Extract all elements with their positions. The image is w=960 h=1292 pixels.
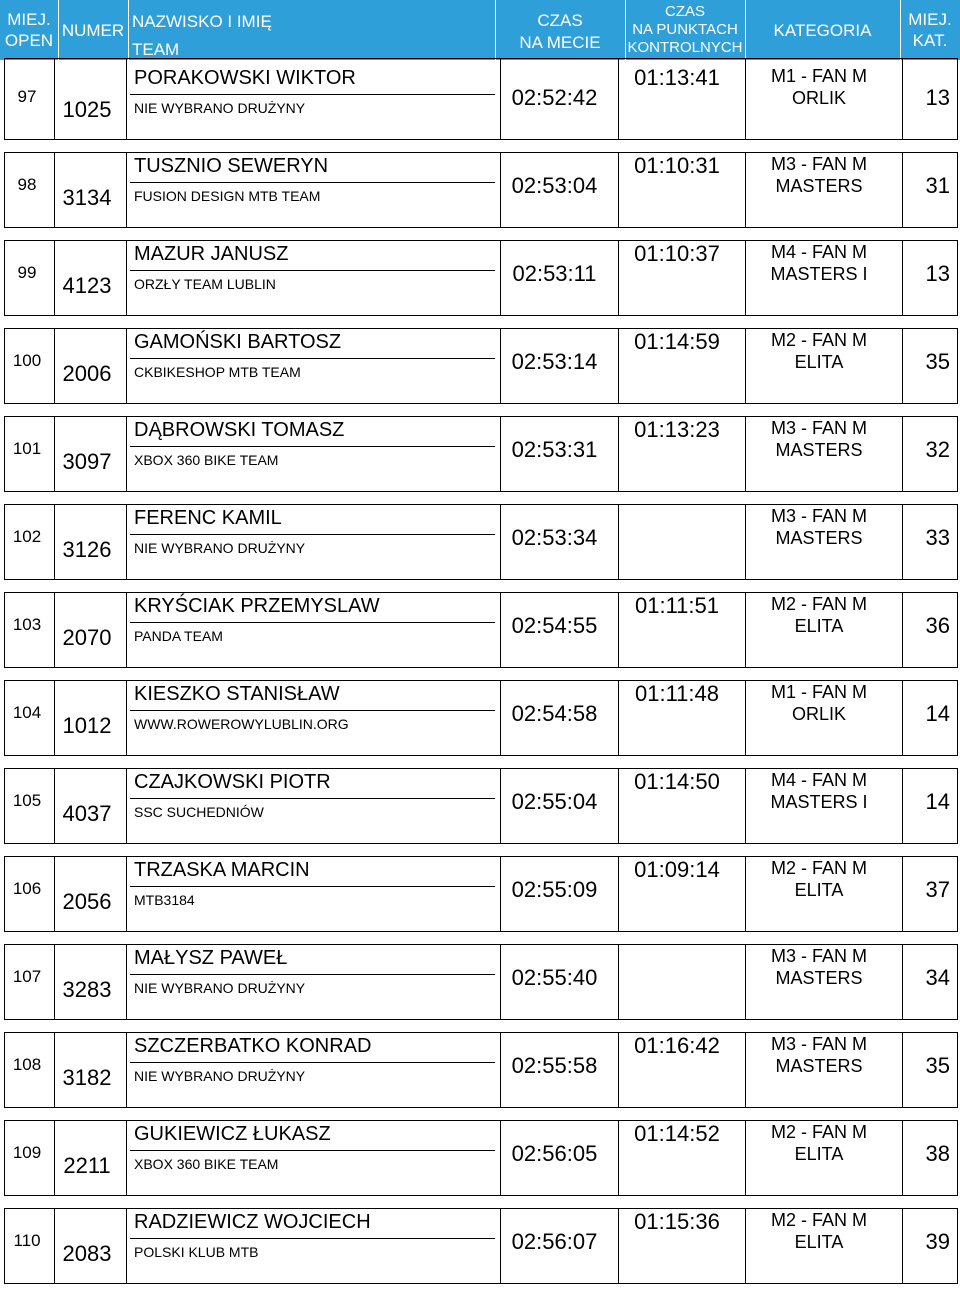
finish-time: 02:53:04 [511, 173, 598, 198]
rider-name: DĄBROWSKI TOMASZ [134, 419, 345, 441]
bib-number: 3134 [62, 185, 112, 210]
cell-divider [126, 59, 127, 139]
table-row [0, 1204, 960, 1292]
category-code: M4 - FAN M [770, 770, 867, 790]
open-place: 109 [12, 1143, 42, 1162]
table-row [0, 588, 960, 676]
category-name: ELITA [794, 1232, 844, 1252]
checkpoint-time: 01:09:14 [634, 857, 720, 882]
table-row [0, 236, 960, 324]
category-code: M3 - FAN M [770, 506, 867, 526]
cell-divider [126, 857, 127, 931]
name-underline [130, 1238, 495, 1239]
checkpoint-time: 01:11:51 [634, 593, 719, 618]
category-place: 34 [925, 965, 950, 990]
table-row [0, 60, 960, 148]
open-place: 105 [12, 791, 42, 810]
cell-divider [126, 241, 127, 315]
category-place: 37 [925, 877, 950, 902]
open-place: 98 [17, 175, 37, 194]
table-row [0, 764, 960, 852]
header-category-place: MIEJ. KAT. [908, 10, 952, 50]
category-code: M3 - FAN M [770, 154, 867, 174]
category-place: 32 [925, 437, 950, 462]
open-place: 104 [12, 703, 42, 722]
name-underline [130, 182, 495, 183]
table-row [0, 1028, 960, 1116]
name-underline [130, 534, 495, 535]
open-place: 97 [17, 87, 37, 106]
name-underline [130, 710, 495, 711]
category-code: M2 - FAN M [770, 858, 867, 878]
category-name: ORLIK [791, 88, 847, 108]
cell-divider [126, 769, 127, 843]
team-name: XBOX 360 BIKE TEAM [134, 1156, 279, 1172]
finish-time: 02:52:42 [511, 85, 598, 110]
finish-time: 02:55:40 [511, 965, 598, 990]
category-name: ORLIK [791, 704, 847, 724]
bib-number: 2056 [62, 889, 112, 914]
finish-time: 02:54:58 [511, 701, 598, 726]
open-place: 108 [12, 1055, 42, 1074]
category-code: M3 - FAN M [770, 1034, 867, 1054]
open-place: 106 [12, 879, 42, 898]
bib-number: 2070 [62, 625, 112, 650]
rider-name: CZAJKOWSKI PIOTR [134, 771, 331, 793]
rider-name: GUKIEWICZ ŁUKASZ [134, 1123, 331, 1145]
team-name: NIE WYBRANO DRUŻYNY [134, 100, 306, 116]
rider-name: MAŁYSZ PAWEŁ [134, 947, 288, 969]
rider-name: FERENC KAMIL [134, 507, 282, 529]
category-place: 35 [925, 1053, 950, 1078]
table-row [0, 324, 960, 412]
category-name: MASTERS [775, 1056, 863, 1076]
team-name: SSC SUCHEDNIÓW [134, 804, 264, 820]
checkpoint-time: 01:13:23 [634, 417, 720, 442]
category-place: 35 [925, 349, 950, 374]
finish-time: 02:55:09 [511, 877, 598, 902]
open-place: 110 [13, 1231, 41, 1250]
header-open-place: MIEJ. OPEN [4, 10, 54, 50]
category-name: MASTERS [775, 176, 863, 196]
finish-time: 02:55:04 [511, 789, 598, 814]
finish-time: 02:53:11 [512, 261, 597, 286]
rider-name: GAMOŃSKI BARTOSZ [134, 331, 342, 353]
checkpoint-time: 01:10:31 [634, 153, 720, 178]
category-name: MASTERS [775, 440, 863, 460]
finish-time: 02:55:58 [511, 1053, 598, 1078]
header-category: KATEGORIA [773, 21, 872, 40]
bib-number: 3097 [62, 449, 112, 474]
name-underline [130, 798, 495, 799]
finish-time: 02:56:07 [511, 1229, 598, 1254]
category-name: ELITA [794, 616, 844, 636]
category-code: M1 - FAN M [770, 682, 867, 702]
open-place: 99 [17, 263, 37, 282]
cell-divider [126, 945, 127, 1019]
name-underline [130, 974, 495, 975]
table-row [0, 852, 960, 940]
category-name: ELITA [794, 880, 844, 900]
cell-divider [618, 505, 619, 579]
name-underline [130, 270, 495, 271]
category-place: 38 [925, 1141, 950, 1166]
name-underline [130, 446, 495, 447]
table-row [0, 500, 960, 588]
category-place: 31 [925, 173, 950, 198]
rider-name: MAZUR JANUSZ [134, 243, 289, 265]
team-name: WWW.ROWEROWYLUBLIN.ORG [134, 716, 349, 732]
cell-divider [126, 1121, 127, 1195]
bib-number: 4037 [62, 801, 112, 826]
team-name: PANDA TEAM [134, 628, 223, 644]
checkpoint-time: 01:14:52 [634, 1121, 720, 1146]
header-number: NUMER [61, 21, 125, 40]
bib-number: 1025 [62, 97, 112, 122]
finish-time: 02:53:34 [511, 525, 598, 550]
team-name: ORZŁY TEAM LUBLIN [134, 276, 276, 292]
cell-divider [126, 417, 127, 491]
table-row [0, 676, 960, 764]
name-underline [130, 886, 495, 887]
cell-divider [126, 1209, 127, 1283]
bib-number: 3182 [62, 1065, 112, 1090]
category-place: 33 [925, 525, 950, 550]
cell-divider [618, 945, 619, 1019]
finish-time: 02:53:14 [511, 349, 598, 374]
bib-number: 3126 [62, 537, 112, 562]
bib-number: 2211 [63, 1153, 111, 1178]
rider-name: PORAKOWSKI WIKTOR [134, 67, 356, 89]
rider-name: RADZIEWICZ WOJCIECH [134, 1211, 371, 1233]
bib-number: 3283 [62, 977, 112, 1002]
bib-number: 4123 [62, 273, 112, 298]
category-place: 14 [925, 789, 950, 814]
category-place: 39 [925, 1229, 950, 1254]
checkpoint-time: 01:16:42 [634, 1033, 720, 1058]
category-code: M3 - FAN M [770, 418, 867, 438]
team-name: XBOX 360 BIKE TEAM [134, 452, 279, 468]
bib-number: 2083 [62, 1241, 112, 1266]
open-place: 101 [12, 439, 42, 458]
category-name: MASTERS I [770, 264, 868, 284]
category-code: M1 - FAN M [770, 66, 867, 86]
checkpoint-time: 01:11:48 [634, 681, 719, 706]
finish-time: 02:53:31 [511, 437, 598, 462]
category-name: MASTERS I [770, 792, 868, 812]
header-divider [128, 0, 129, 60]
cell-divider [126, 681, 127, 755]
team-name: MTB3184 [134, 892, 195, 908]
team-name: POLSKI KLUB MTB [134, 1244, 259, 1260]
checkpoint-time: 01:14:50 [634, 769, 720, 794]
header-finish-time: CZAS NA MECIE [519, 11, 601, 52]
name-underline [130, 1062, 495, 1063]
name-underline [130, 1150, 495, 1151]
category-place: 13 [925, 85, 950, 110]
name-underline [130, 94, 495, 95]
open-place: 103 [12, 615, 42, 634]
table-row [0, 1116, 960, 1204]
name-underline [130, 358, 495, 359]
team-name: NIE WYBRANO DRUŻYNY [134, 1068, 306, 1084]
rider-name: TUSZNIO SEWERYN [134, 155, 329, 177]
cell-divider [126, 593, 127, 667]
team-name: CKBIKESHOP MTB TEAM [134, 364, 301, 380]
cell-divider [126, 153, 127, 227]
category-name: ELITA [794, 352, 844, 372]
rider-name: KIESZKO STANISŁAW [134, 683, 340, 705]
table-row [0, 148, 960, 236]
bib-number: 2006 [62, 361, 112, 386]
checkpoint-time: 01:14:59 [634, 329, 720, 354]
category-code: M2 - FAN M [770, 594, 867, 614]
name-underline [130, 622, 495, 623]
category-place: 13 [925, 261, 950, 286]
cell-divider [126, 329, 127, 403]
team-name: NIE WYBRANO DRUŻYNY [134, 540, 306, 556]
cell-divider [126, 1033, 127, 1107]
header-checkpoint-time: CZAS NA PUNKTACH KONTROLNYCH [627, 3, 743, 56]
category-code: M4 - FAN M [770, 242, 867, 262]
cell-divider [126, 505, 127, 579]
rider-name: SZCZERBATKO KONRAD [134, 1035, 372, 1057]
checkpoint-time: 01:13:41 [634, 65, 720, 90]
category-place: 36 [925, 613, 950, 638]
category-code: M2 - FAN M [770, 1210, 867, 1230]
category-name: MASTERS [775, 528, 863, 548]
open-place: 100 [12, 351, 42, 370]
finish-time: 02:54:55 [511, 613, 598, 638]
table-row [0, 940, 960, 1028]
finish-time: 02:56:05 [511, 1141, 598, 1166]
rider-name: TRZASKA MARCIN [134, 859, 310, 881]
rider-name: KRYŚCIAK PRZEMYSLAW [134, 595, 380, 617]
category-name: MASTERS [775, 968, 863, 988]
checkpoint-time: 01:10:37 [634, 241, 720, 266]
team-name: FUSION DESIGN MTB TEAM [134, 188, 321, 204]
table-header [0, 0, 960, 60]
table-row [0, 412, 960, 500]
bib-number: 1012 [62, 713, 112, 738]
open-place: 102 [12, 527, 42, 546]
category-code: M2 - FAN M [770, 330, 867, 350]
header-name-team: NAZWISKO I IMIĘ TEAM [132, 12, 272, 59]
category-name: ELITA [794, 1144, 844, 1164]
checkpoint-time: 01:15:36 [634, 1209, 720, 1234]
category-place: 14 [925, 701, 950, 726]
category-code: M3 - FAN M [770, 946, 867, 966]
team-name: NIE WYBRANO DRUŻYNY [134, 980, 306, 996]
category-code: M2 - FAN M [770, 1122, 867, 1142]
open-place: 107 [12, 967, 42, 986]
